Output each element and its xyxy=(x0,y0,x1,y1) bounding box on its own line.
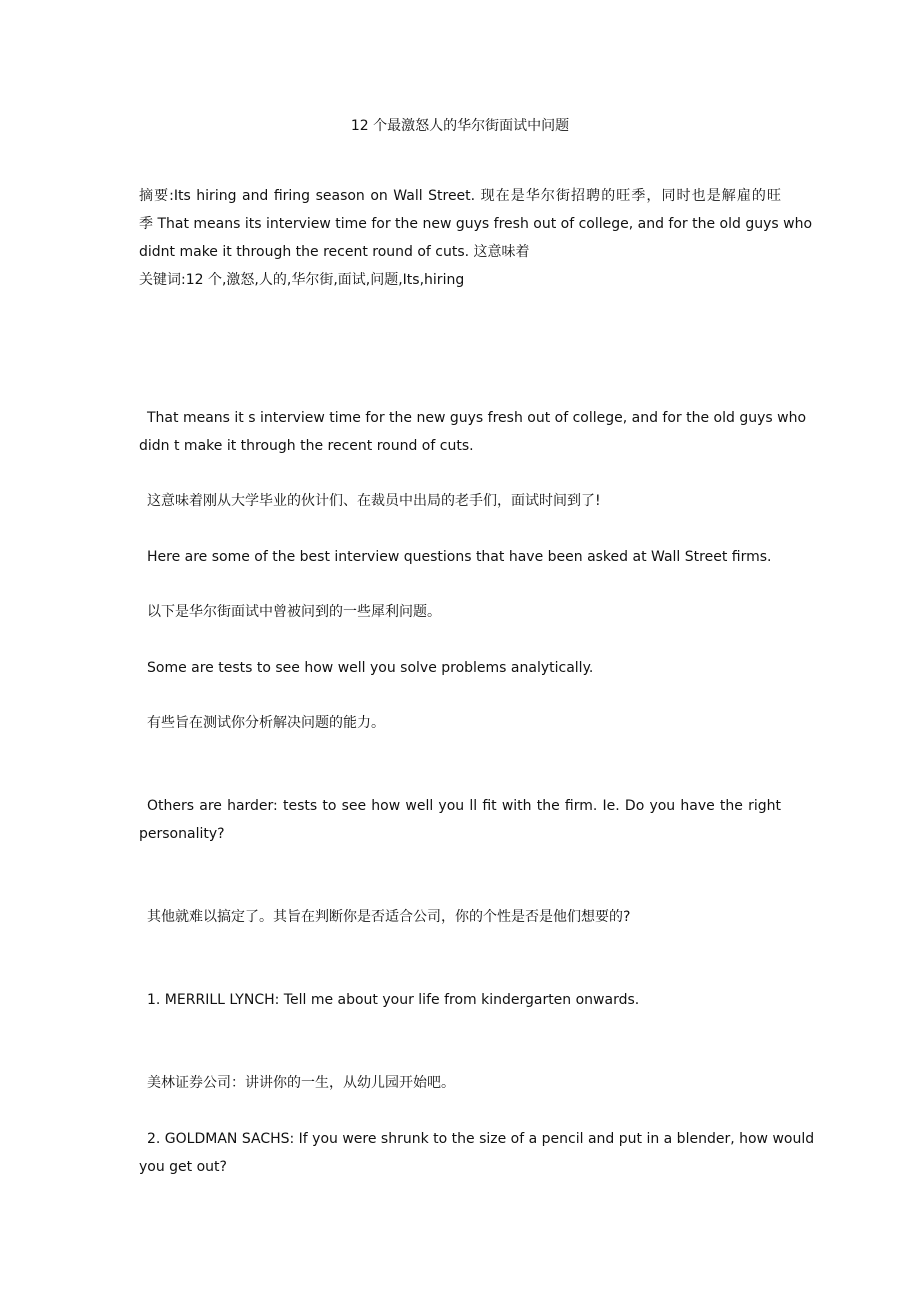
paragraph-4: 以下是华尔街面试中曾被问到的一些犀利问题。 xyxy=(147,604,441,620)
keywords: 关键词:12 个,激怒,人的,华尔街,面试,问题,Its,hiring xyxy=(139,272,465,288)
paragraph-11-line-2: you get out? xyxy=(139,1159,227,1175)
abstract-line-1: 摘要:Its hiring and firing season on Wall Street. 现在是华尔街招聘的旺季，同时也是解雇的旺 xyxy=(139,188,781,204)
paragraph-7-line-1: Others are harder: tests to see how well you ll fit with the firm. Ie. Do you have the right xyxy=(147,798,781,814)
paragraph-9: 1. MERRILL LYNCH: Tell me about your life from kindergarten onwards. xyxy=(147,992,640,1008)
paragraph-5: Some are tests to see how well you solve problems analytically. xyxy=(147,660,594,676)
paragraph-2: 这意味着刚从大学毕业的伙计们、在裁员中出局的老手们，面试时间到了! xyxy=(147,493,601,509)
page-title: 12 个最激怒人的华尔街面试中问题 xyxy=(350,118,570,134)
paragraph-7-line-2: personality? xyxy=(139,826,225,842)
paragraph-8: 其他就难以搞定了。其旨在判断你是否适合公司，你的个性是否是他们想要的? xyxy=(147,909,631,925)
paragraph-1-line-2: didn t make it through the recent round of cuts. xyxy=(139,438,474,454)
abstract-line-3: didnt make it through the recent round of cuts. 这意味着 xyxy=(139,244,530,260)
paragraph-10: 美林证券公司：讲讲你的一生，从幼儿园开始吧。 xyxy=(147,1075,455,1091)
abstract-line-2: 季 That means its interview time for the new guys fresh out of college, and for the old guys who xyxy=(139,216,813,232)
paragraph-1-line-1: That means it s interview time for the new guys fresh out of college, and for the old guys who xyxy=(147,410,807,426)
paragraph-3: Here are some of the best interview questions that have been asked at Wall Street firms. xyxy=(147,549,772,565)
paragraph-6: 有些旨在测试你分析解决问题的能力。 xyxy=(147,715,385,731)
paragraph-11-line-1: 2. GOLDMAN SACHS: If you were shrunk to the size of a pencil and put in a blender, how would xyxy=(147,1131,815,1147)
